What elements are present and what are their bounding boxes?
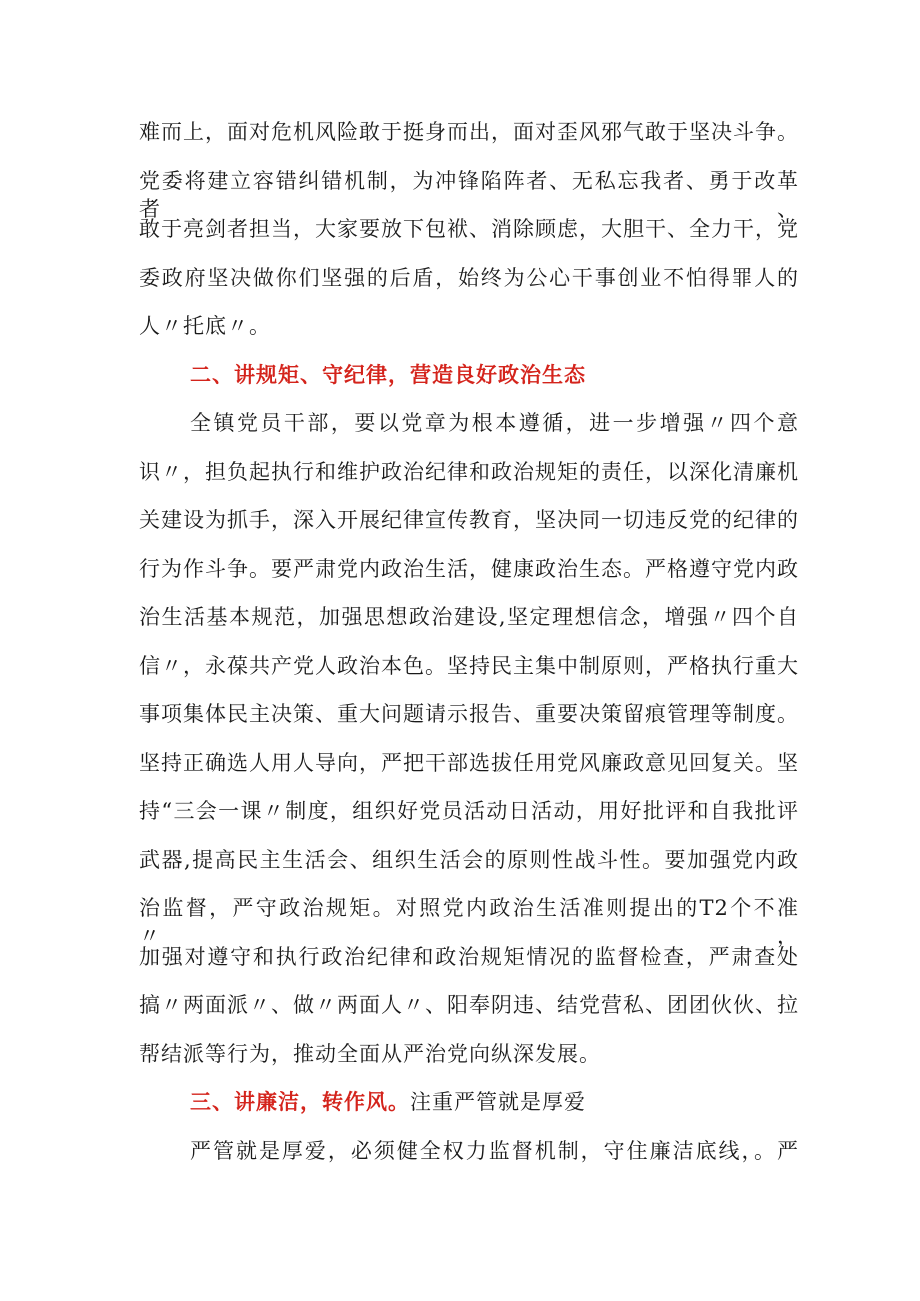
paragraph1-line-5: 人〃托底〃。	[139, 314, 271, 338]
paragraph2-line-10: 武器,提高民主生活会、组织生活会的原则性战斗性。要加强党内政	[139, 848, 799, 872]
paragraph2-line-11: 治监督，严守政治规矩。对照党内政治生活准则提出的T2个不准〃，	[139, 896, 799, 948]
paragraph2-line-14: 帮结派等行为，推动全面从严治党向纵深发展。	[139, 1042, 601, 1066]
paragraph2-line-3: 关建设为抓手，深入开展纪律宣传教育，坚决同一切违反党的纪律的	[139, 508, 799, 532]
paragraph1-line-1: 难而上，面对危机风险敢于挺身而出，面对歪风邪气敢于坚决斗争。	[139, 120, 799, 144]
paragraph3-line-1: 严管就是厚爱，必须健全权力监督机制，守住廉洁底线，。严	[190, 1139, 799, 1163]
paragraph2-line-2: 识〃，担负起执行和维护政治纪律和政治规矩的责任，以深化清廉机	[139, 460, 799, 484]
paragraph2-line-4: 行为作斗争。要严肃党内政治生活，健康政治生态。严格遵守党内政	[139, 557, 799, 581]
paragraph2-line-7: 事项集体民主决策、重大问题请示报告、重要决策留痕管理等制度。	[139, 702, 799, 726]
section-heading-3-bold: 三、讲廉洁，转作风。	[190, 1090, 410, 1114]
paragraph2-line-5: 治生活基本规范，加强思想政治建设,坚定理想信念，增强〃四个自	[139, 605, 799, 629]
paragraph2-line-13: 搞〃两面派〃、做〃两面人〃、阳奉阴违、结党营私、团团伙伙、拉	[139, 993, 799, 1017]
paragraph1-line-4: 委政府坚决做你们坚强的后盾，始终为公心干事创业不怕得罪人的	[139, 266, 799, 290]
section-heading-3	[190, 1088, 586, 1116]
section-heading-2: 二、讲规矩、守纪律，营造良好政治生态	[190, 363, 586, 387]
paragraph1-line-2: 党委将建立容错纠错机制，为冲锋陷阵者、无私忘我者、勇于改革者、	[139, 169, 799, 221]
section-heading-3-plain: 注重严管就是厚爱	[410, 1090, 586, 1114]
paragraph2-line-1: 全镇党员干部，要以党章为根本遵循，进一步增强〃四个意	[190, 411, 799, 435]
paragraph1-line-3: 敢于亮剑者担当，大家要放下包袱、消除顾虑，大胆干、全力干，党	[139, 217, 799, 241]
paragraph2-line-12: 加强对遵守和执行政治纪律和政治规矩情况的监督检查，严肃查处	[139, 945, 799, 969]
paragraph2-line-8: 坚持正确选人用人导向，严把干部选拔任用党风廉政意见回复关。坚	[139, 751, 799, 775]
paragraph2-line-9: 持“三会一课〃制度，组织好党员活动日活动，用好批评和自我批评	[139, 799, 799, 823]
paragraph2-line-6: 信〃，永葆共产党人政治本色。坚持民主集中制原则，严格执行重大	[139, 654, 799, 678]
